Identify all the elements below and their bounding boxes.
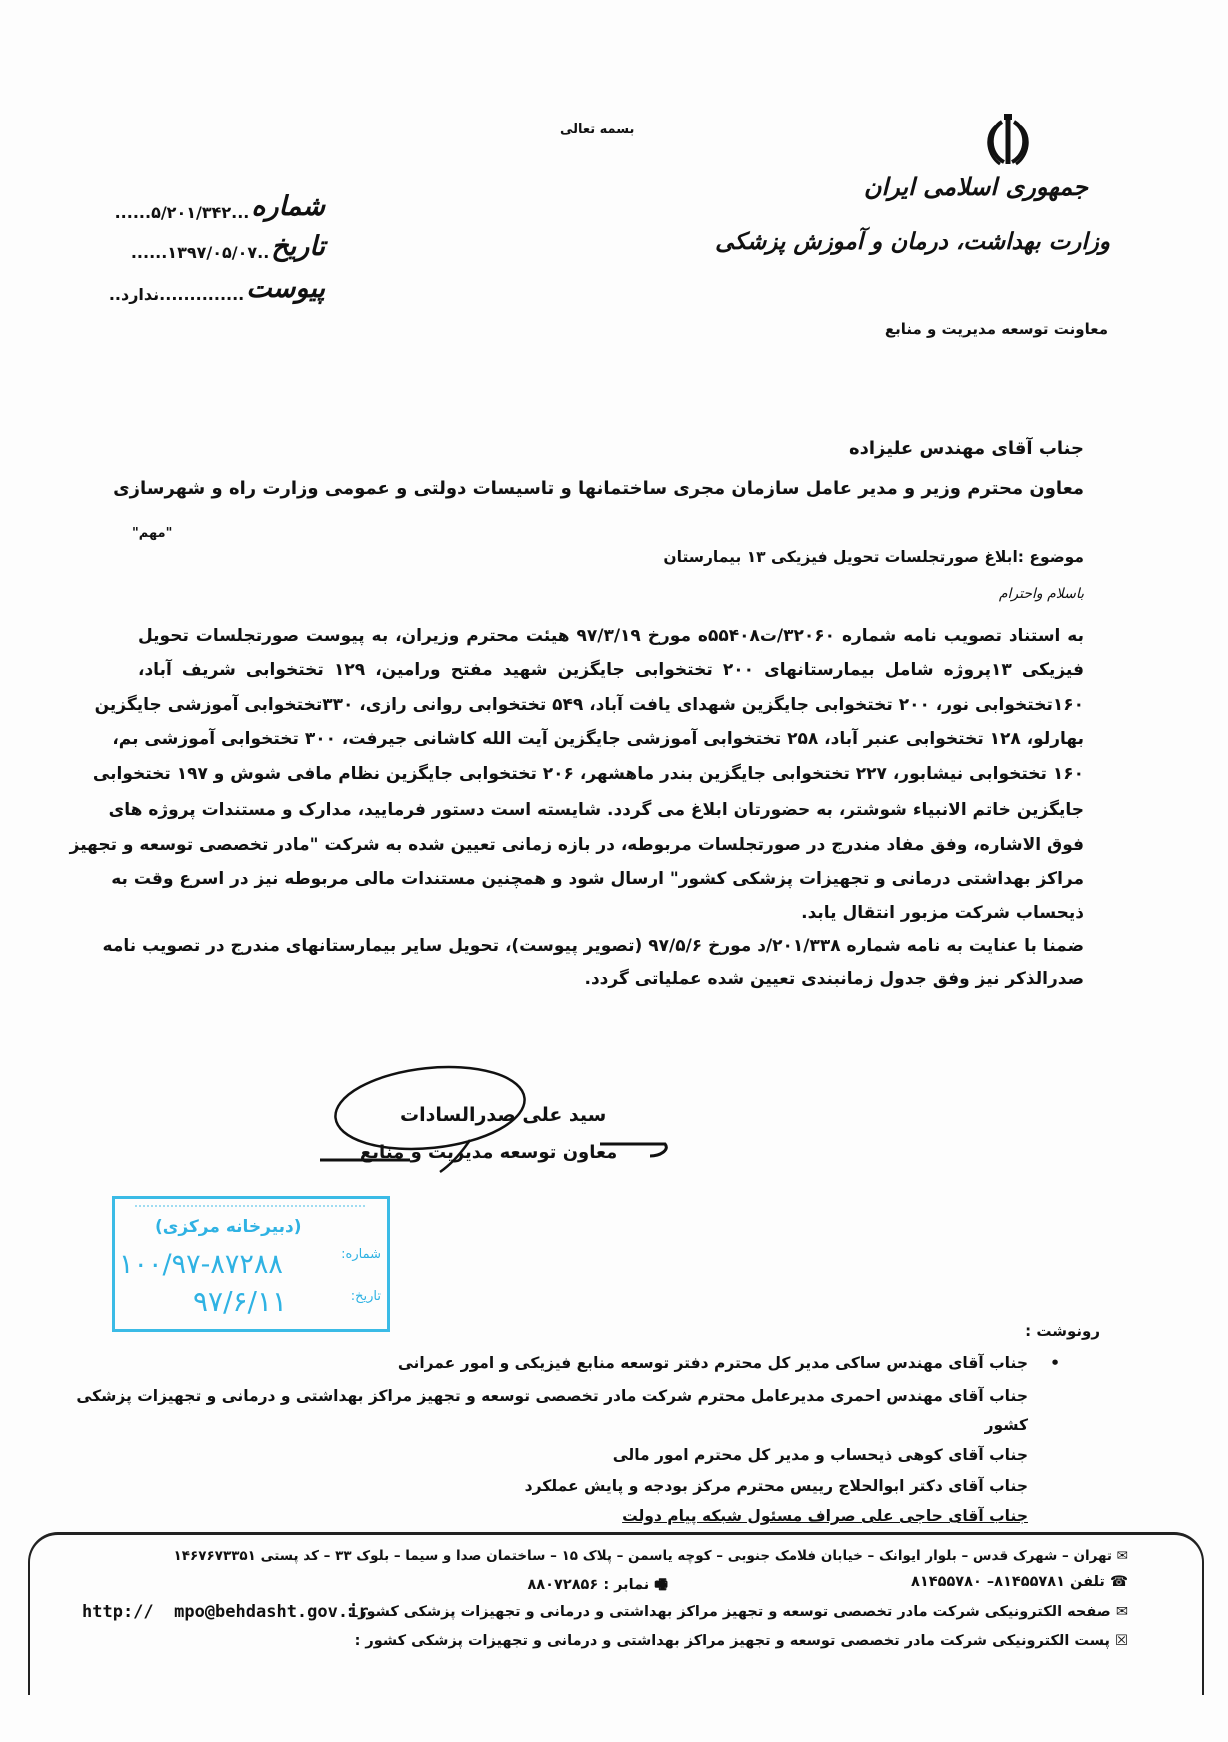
- recipient-title: معاون محترم وزیر و مدیر عامل سازمان مجری ساختمانها و تاسیسات دولتی و عمومی وزارت راه و شهرسازی: [113, 478, 1084, 499]
- phone-text: تلفن ۸۱۴۵۵۷۸۱– ۸۱۴۵۵۷۸۰: [911, 1574, 1105, 1590]
- stamp-number-label: شماره:: [341, 1247, 381, 1262]
- number-label: شماره: [251, 191, 325, 222]
- footer-email: [355, 1633, 1128, 1649]
- body-line: جایگزین خاتم الانبیاء شوشتر، به حضورتان ابلاغ می گردد. شایسته است دستور فرمایید، مدارک و مستندات پروژه های: [108, 800, 1084, 820]
- email-label: پست الکترونیکی شرکت مادر تخصصی توسعه و تجهیز مراکز بهداشتی و درمانی و تجهیزات پزشکی کشور :: [354, 1633, 1110, 1649]
- letter-attachment-row: [110, 268, 325, 304]
- cc-label: رونوشت :: [1025, 1322, 1100, 1340]
- website-link[interactable]: http:// mpo@behdasht.gov.ir: [82, 1602, 369, 1622]
- footer-phone: [911, 1574, 1128, 1590]
- signatory-title: معاون توسعه مدیریت و منابع: [360, 1142, 618, 1163]
- stamp-faded-text: [135, 1205, 365, 1215]
- footer-website: [347, 1604, 1128, 1620]
- cc-item: [397, 1354, 1060, 1372]
- fax-text: نمابر : ۸۸۰۷۲۸۵۶: [527, 1577, 650, 1593]
- cc-item: کشور: [984, 1416, 1028, 1434]
- priority-label: "مهم": [132, 526, 173, 541]
- country-name-logo: جمهوری اسلامی ایران: [863, 172, 1088, 201]
- body-line: ذیحساب شرکت مزبور انتقال یابد.: [801, 903, 1084, 923]
- department-name: معاونت توسعه مدیریت و منابع: [884, 320, 1108, 338]
- number-value: ...۵/۲۰۱/۳۴۲......: [114, 203, 250, 222]
- cc-item: جناب آقای کوهی ذیحساب و مدیر کل محترم امور مالی: [612, 1446, 1028, 1464]
- attachment-value: ..............ندارد..: [108, 285, 245, 304]
- body-line: مراکز بهداشتی درمانی و تجهیزات پزشکی کشور" ارسال شود و همچنین مستندات مالی مربوطه نیز در اسرع وقت به: [111, 869, 1084, 889]
- signatory-name: سید علی صدرالسادات: [400, 1104, 607, 1126]
- body-line: ضمنا با عنایت به نامه شماره ۲۰۱/۳۳۸/د مورخ ۹۷/۵/۶ (تصویر پیوست)، تحویل سایر بیمارستانهای مندرج در تصویب نامه: [102, 936, 1084, 956]
- letter-number-row: [110, 186, 325, 222]
- body-line: ۱۶۰ تختخوابی نیشابور، ۲۲۷ تختخوابی جایگزین بندر ماهشهر، ۲۰۶ تختخوابی جایگزین نظام مافی شوش و ۱۹۷ تختخوابی: [92, 764, 1084, 784]
- footer-address: [174, 1548, 1128, 1564]
- cc-item-text: جناب آقای مهندس ساکی مدیر کل محترم دفتر توسعه منابع فیزیکی و امور عمرانی: [397, 1354, 1028, 1372]
- registry-stamp: [112, 1196, 390, 1332]
- stamp-office: (دبیرخانه مرکزی): [155, 1217, 302, 1237]
- stamp-date-value: ۹۷/۶/۱۱: [193, 1285, 288, 1318]
- iran-emblem-icon: [982, 112, 1034, 170]
- date-value: ..۱۳۹۷/۰۵/۰۷......: [130, 243, 270, 262]
- mail-box-icon: ☒: [1109, 1633, 1128, 1649]
- cc-item: جناب آقای مهندس احمری مدیرعامل محترم شرکت مادر تخصصی توسعه و تجهیز مراکز بهداشتی و درمانی و تجهیزات پزشکی: [76, 1387, 1028, 1405]
- ministry-name-logo: وزارت بهداشت، درمان و آموزش پزشکی: [715, 228, 1110, 255]
- cc-item: جناب آقای دکتر ابوالحلاج رییس محترم مرکز بودجه و پایش عملکرد: [524, 1477, 1028, 1495]
- phone-icon: ☎: [1104, 1574, 1128, 1590]
- stamp-number-value: ۱۰۰/۹۷-۸۷۲۸۸: [119, 1249, 283, 1280]
- body-line: فوق الاشاره، وفق مفاد مندرج در صورتجلسات مربوطه، در بازه زمانی تعیین شده به شرکت "مادر تخصصی توسعه و تجهیز: [69, 835, 1084, 855]
- recipient-name: جناب آقای مهندس علیزاده: [848, 438, 1084, 459]
- cc-item: جناب آقای حاجی علی صراف مسئول شبکه پیام دولت: [622, 1507, 1028, 1525]
- fax-icon: 🖷: [649, 1577, 668, 1593]
- body-line: ۱۶۰تختخوابی نور، ۲۰۰ تختخوابی جایگزین شهدای یافت آباد، ۵۴۹ تختخوابی روانی رازی، ۳۳۰تختخوابی آموزشی جایگزین: [94, 695, 1084, 715]
- subject: موضوع :ابلاغ صورتجلسات تحویل فیزیکی ۱۳ بیمارستان: [663, 548, 1084, 566]
- stamp-date-label: تاریخ:: [350, 1289, 381, 1304]
- greeting: باسلام واحترام: [998, 586, 1084, 602]
- invocation: بسمه تعالی: [560, 122, 635, 137]
- body-line: به استناد تصویب نامه شماره ۳۲۰۶۰/ت۵۵۴۰۸ه مورخ ۹۷/۳/۱۹ هیئت محترم وزیران، به پیوست صورتجلسات تحویل: [138, 626, 1084, 646]
- body-line: فیزیکی ۱۳پروژه شامل بیمارستانهای ۲۰۰ تختخوابی جایگزین شهید مفتح ورامین، ۱۲۹ تختخوابی شریف آباد،: [138, 660, 1084, 680]
- footer-fax: [527, 1574, 668, 1599]
- attachment-label: پیوست: [246, 273, 325, 304]
- body-line: صدرالذکر نیز وفق جدول زمانبندی تعیین شده عملیاتی گردد.: [584, 969, 1084, 989]
- letter-date-row: [110, 226, 325, 262]
- bullet-icon: •: [1050, 1354, 1060, 1372]
- website-label: صفحه الکترونیکی شرکت مادر تخصصی توسعه و تجهیز مراکز بهداشتی و درمانی و تجهیزات پزشکی کشور :: [347, 1604, 1111, 1620]
- date-label: تاریخ: [271, 231, 325, 262]
- body-line: بهارلو، ۱۲۸ تختخوابی عنبر آباد، ۲۵۸ تختخوابی آموزشی جایگزین آیت الله کاشانی جیرفت، ۳۰۰ تختخوابی آموزشی بم،: [112, 729, 1084, 749]
- mail-icon: ✉: [1110, 1604, 1128, 1620]
- envelope-icon: ✉: [1111, 1548, 1128, 1564]
- address-text: تهران – شهرک قدس – بلوار ایوانک – خیابان فلامک جنوبی – کوچه یاسمن – پلاک ۱۵ – ساختمان صدا و سیما – بلوک ۳۳ – کد پستی ۱۴۶۷۶۷۳۳۵۱: [173, 1548, 1112, 1564]
